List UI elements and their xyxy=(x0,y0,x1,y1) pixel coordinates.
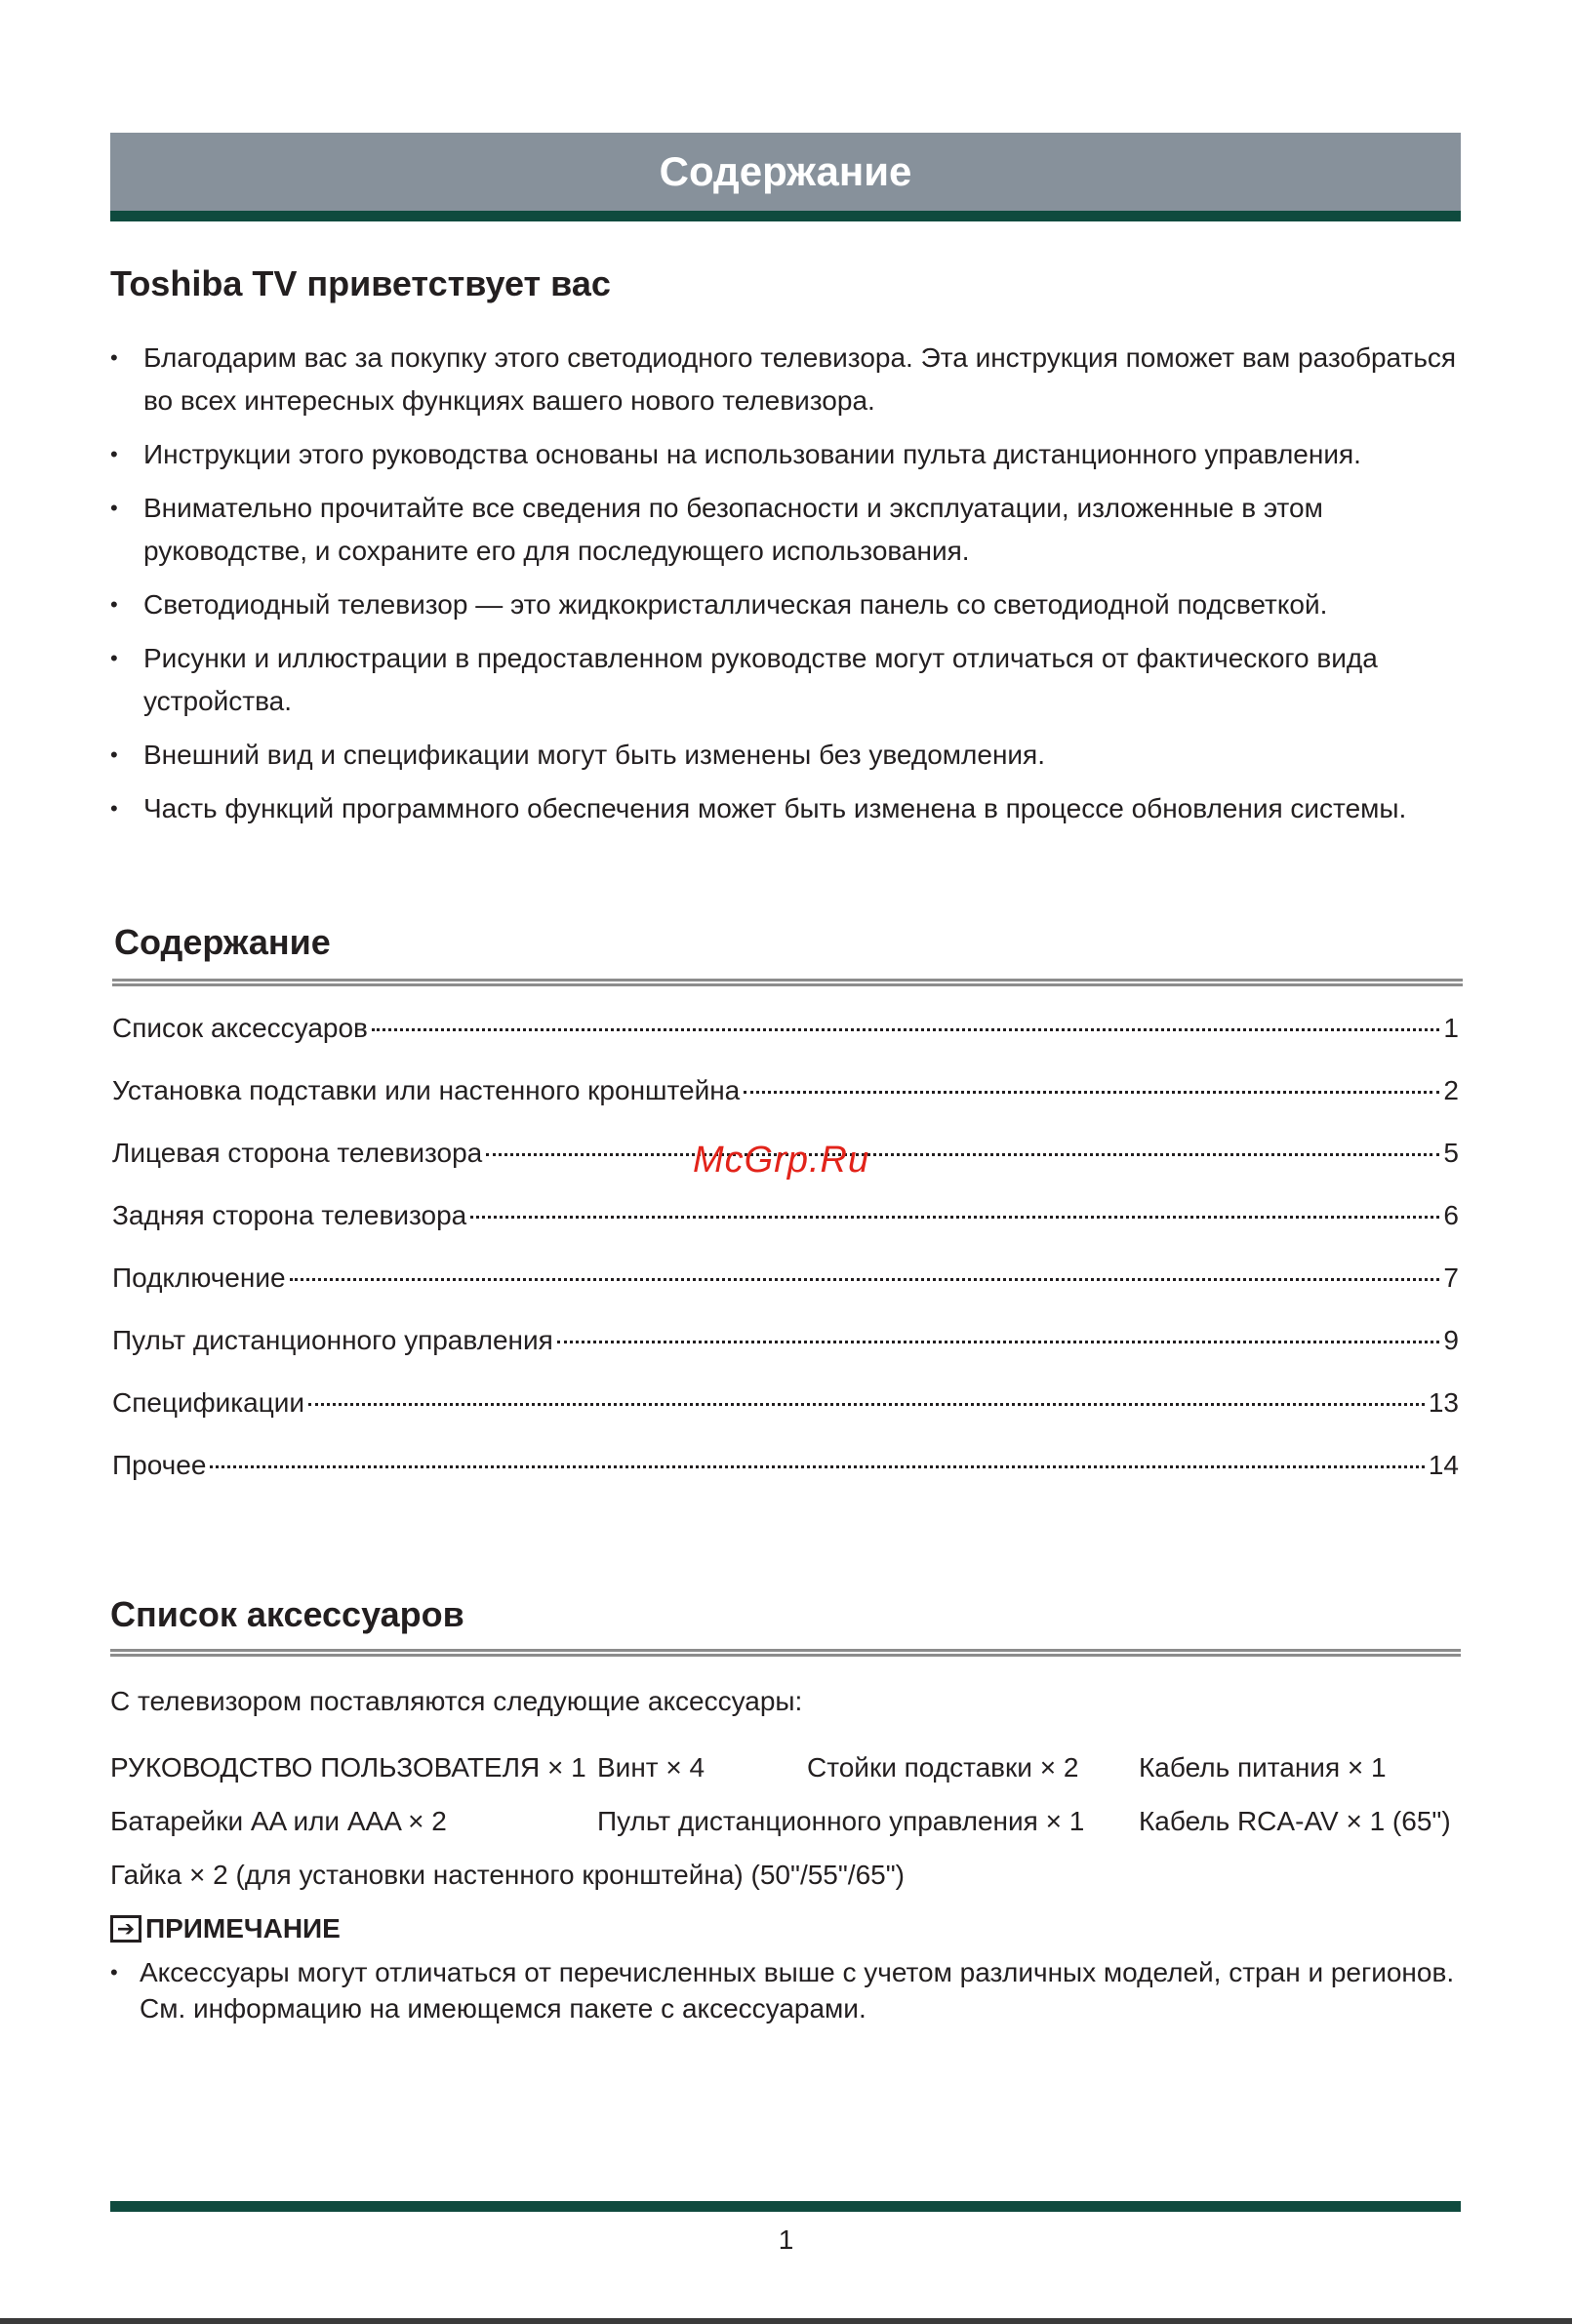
scan-edge-strip xyxy=(0,2318,1572,2324)
banner-title: Содержание xyxy=(659,148,912,194)
toc-entry[interactable]: Прочее 14 xyxy=(112,1450,1459,1480)
note-label: ПРИМЕЧАНИЕ xyxy=(145,1913,341,1943)
toc-entry[interactable]: Спецификации 13 xyxy=(112,1387,1459,1418)
list-item: • Аксессуары могут отличаться от перечисленных выше с учетом различных моделей, стран и регионов. См. информацию на имеющемся пакете с аксессуарами. xyxy=(110,1957,1455,2023)
accessories-intro: С телевизором поставляются следующие аксессуары: xyxy=(110,1686,803,1716)
accessory-item: Батарейки AA или AAA × 2 xyxy=(110,1806,447,1836)
list-item: • Внешний вид и спецификации могут быть изменены без уведомления. xyxy=(110,740,1045,770)
toc-entry[interactable]: Подключение 7 xyxy=(112,1262,1459,1293)
accessory-item: Пульт дистанционного управления × 1 xyxy=(597,1806,1085,1836)
accessories-divider xyxy=(110,1649,1461,1657)
accessory-item: Гайка × 2 (для установки настенного кронштейна) (50"/55"/65") xyxy=(110,1860,905,1890)
footer-rule xyxy=(110,2201,1461,2212)
accessory-item: Винт × 4 xyxy=(597,1752,705,1783)
watermark: McGrp.Ru xyxy=(693,1140,870,1181)
toc-entry[interactable]: Задняя сторона телевизора 6 xyxy=(112,1200,1459,1230)
list-item: • Часть функций программного обеспечения может быть изменена в процессе обновления системы. xyxy=(110,793,1407,823)
list-item: • Внимательно прочитайте все сведения по безопасности и эксплуатации, изложенные в этом руководстве, и сохраните его для последующего использования. xyxy=(110,493,1323,566)
toc-entry[interactable]: Установка подставки или настенного кронштейна 2 xyxy=(112,1075,1459,1105)
arrow-right-icon: ➔ xyxy=(110,1915,141,1943)
list-item: • Светодиодный телевизор — это жидкокристаллическая панель со светодиодной подсветкой. xyxy=(110,589,1328,620)
table-of-contents xyxy=(112,1013,1459,1512)
welcome-list xyxy=(110,337,1469,841)
welcome-heading: Toshiba TV приветствует вас xyxy=(110,263,611,303)
list-item: • Инструкции этого руководства основаны на использовании пульта дистанционного управления. xyxy=(110,439,1361,469)
toc-entry[interactable]: Список аксессуаров 1 xyxy=(112,1013,1459,1043)
note-heading xyxy=(110,1913,341,1944)
toc-heading: Содержание xyxy=(114,922,331,962)
accessory-item: Кабель питания × 1 xyxy=(1139,1752,1387,1783)
list-item: • Рисунки и иллюстрации в предоставленном руководстве могут отличаться от фактического вида устройства. xyxy=(110,643,1378,716)
note-list xyxy=(110,1954,1467,2026)
accessory-item: Кабель RCA-AV × 1 (65") xyxy=(1139,1806,1451,1836)
page-number: 1 xyxy=(778,2224,794,2255)
toc-divider xyxy=(112,979,1463,986)
toc-entry[interactable]: Пульт дистанционного управления 9 xyxy=(112,1325,1459,1355)
accessory-item: РУКОВОДСТВО ПОЛЬЗОВАТЕЛЯ × 1 xyxy=(110,1752,586,1783)
accessory-item: Стойки подставки × 2 xyxy=(807,1752,1079,1783)
toc-entry[interactable]: Лицевая сторона телевизора 5 xyxy=(112,1138,1459,1168)
list-item: • Благодарим вас за покупку этого светодиодного телевизора. Эта инструкция поможет вам разобраться во всех интересных функциях вашего нового телевизора. xyxy=(110,342,1457,416)
page-banner xyxy=(110,133,1461,221)
accessories-heading: Список аксессуаров xyxy=(110,1594,464,1634)
